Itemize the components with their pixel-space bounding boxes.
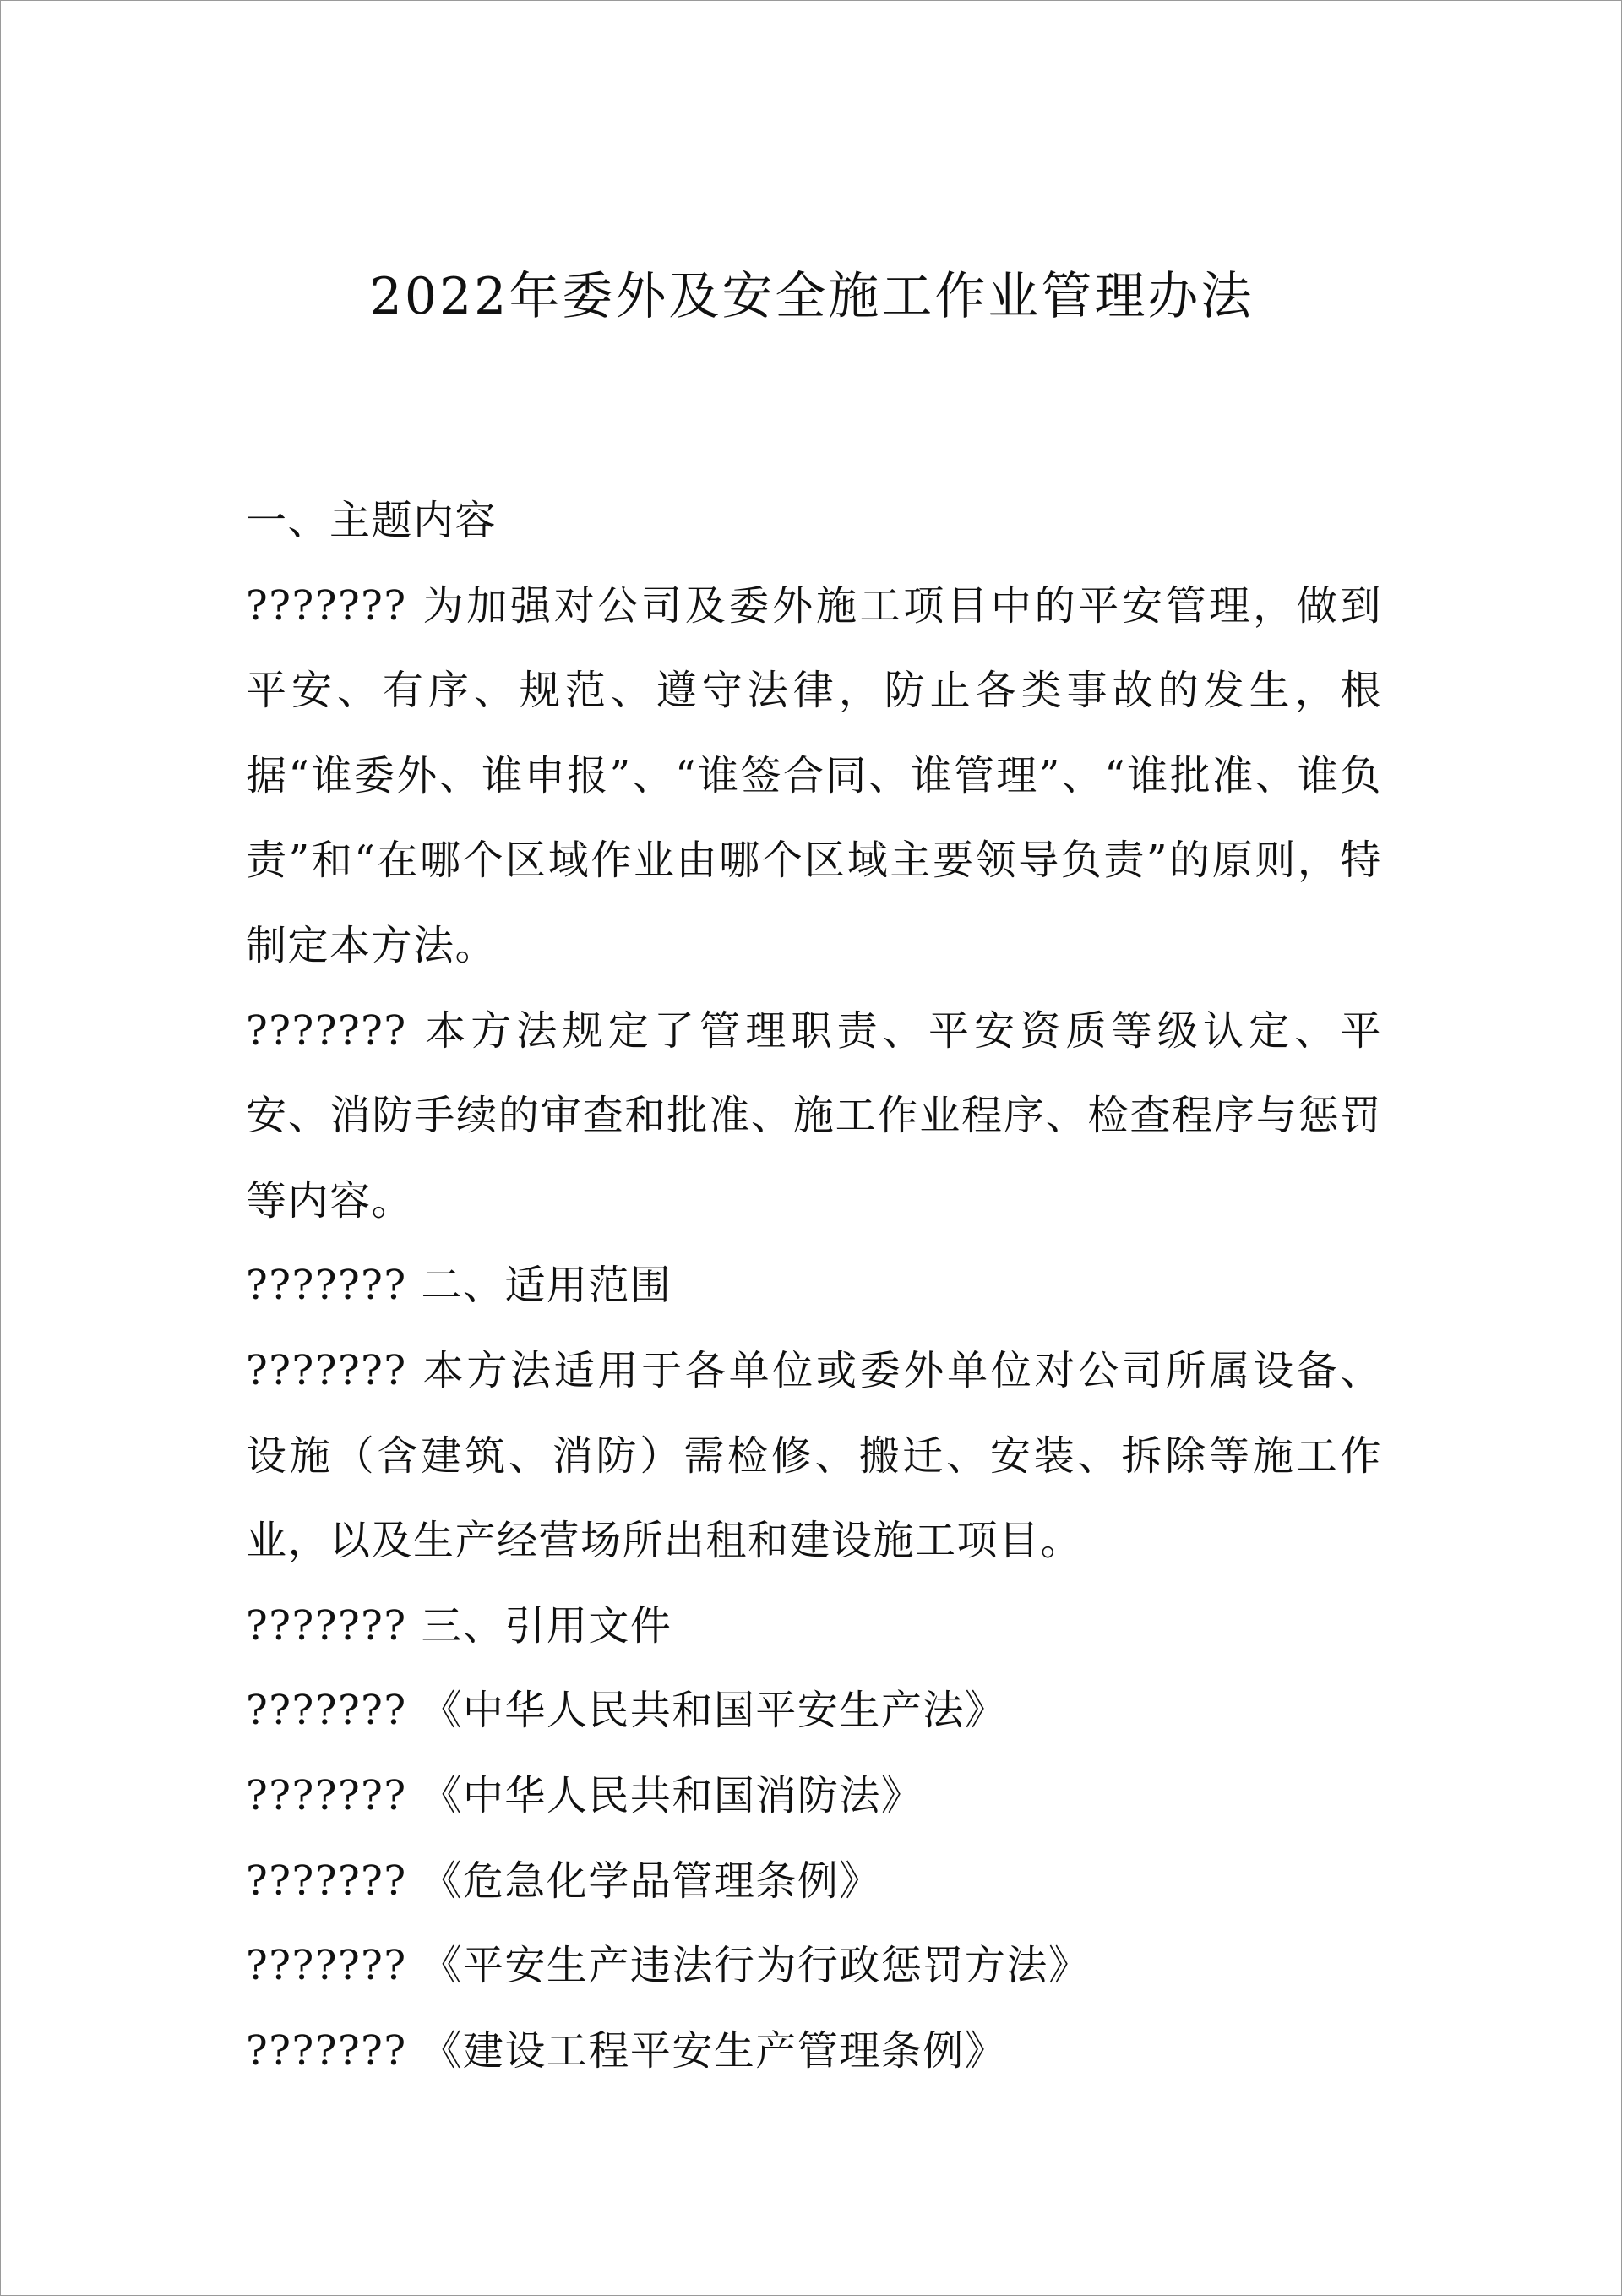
reference-item: ??????? 《中华人民共和国平安生产法》 xyxy=(246,1687,1007,1735)
section-heading-references: ??????? 三、引用文件 xyxy=(246,1601,672,1650)
reference-item: ??????? 《危急化学品管理条例》 xyxy=(246,1857,881,1905)
reference-item: ??????? 《平安生产违法行为行政惩罚方法》 xyxy=(246,1942,1091,1990)
section-heading-topic: 一、主题内容 xyxy=(246,497,498,544)
document-body xyxy=(246,478,1382,2093)
reference-item: ??????? 《建设工程平安生产管理条例》 xyxy=(246,2026,1007,2075)
document-title: 2022年委外及安全施工作业管理办法 xyxy=(369,267,1255,326)
reference-item: ??????? 《中华人民共和国消防法》 xyxy=(246,1771,923,1819)
paragraph-applicability: ??????? 本方法适用于各单位或委外单位对公司所属设备、设施（含建筑、消防）需检修、搬迁、安装、拆除等施工作业，以及生产经营场所出租和建设施工项目。 xyxy=(246,1346,1382,1565)
section-heading-scope: ??????? 二、适用范围 xyxy=(246,1262,672,1310)
paragraph-scope-content: ??????? 本方法规定了管理职责、平安资质等级认定、平安、消防手续的审查和批准、施工作业程序、检查程序与惩罚等内容。 xyxy=(246,1006,1382,1224)
paragraph-purpose: ??????? 为加强对公司及委外施工项目中的平安管理，做到平安、有序、规范、遵守法律，防止各类事故的发生，根据“谁委外、谁申报”、“谁签合同、谁管理”、“谁批准、谁负责”和“在哪个区域作业由哪个区域主要领导负责”的原则，特制定本方法。 xyxy=(246,581,1382,969)
